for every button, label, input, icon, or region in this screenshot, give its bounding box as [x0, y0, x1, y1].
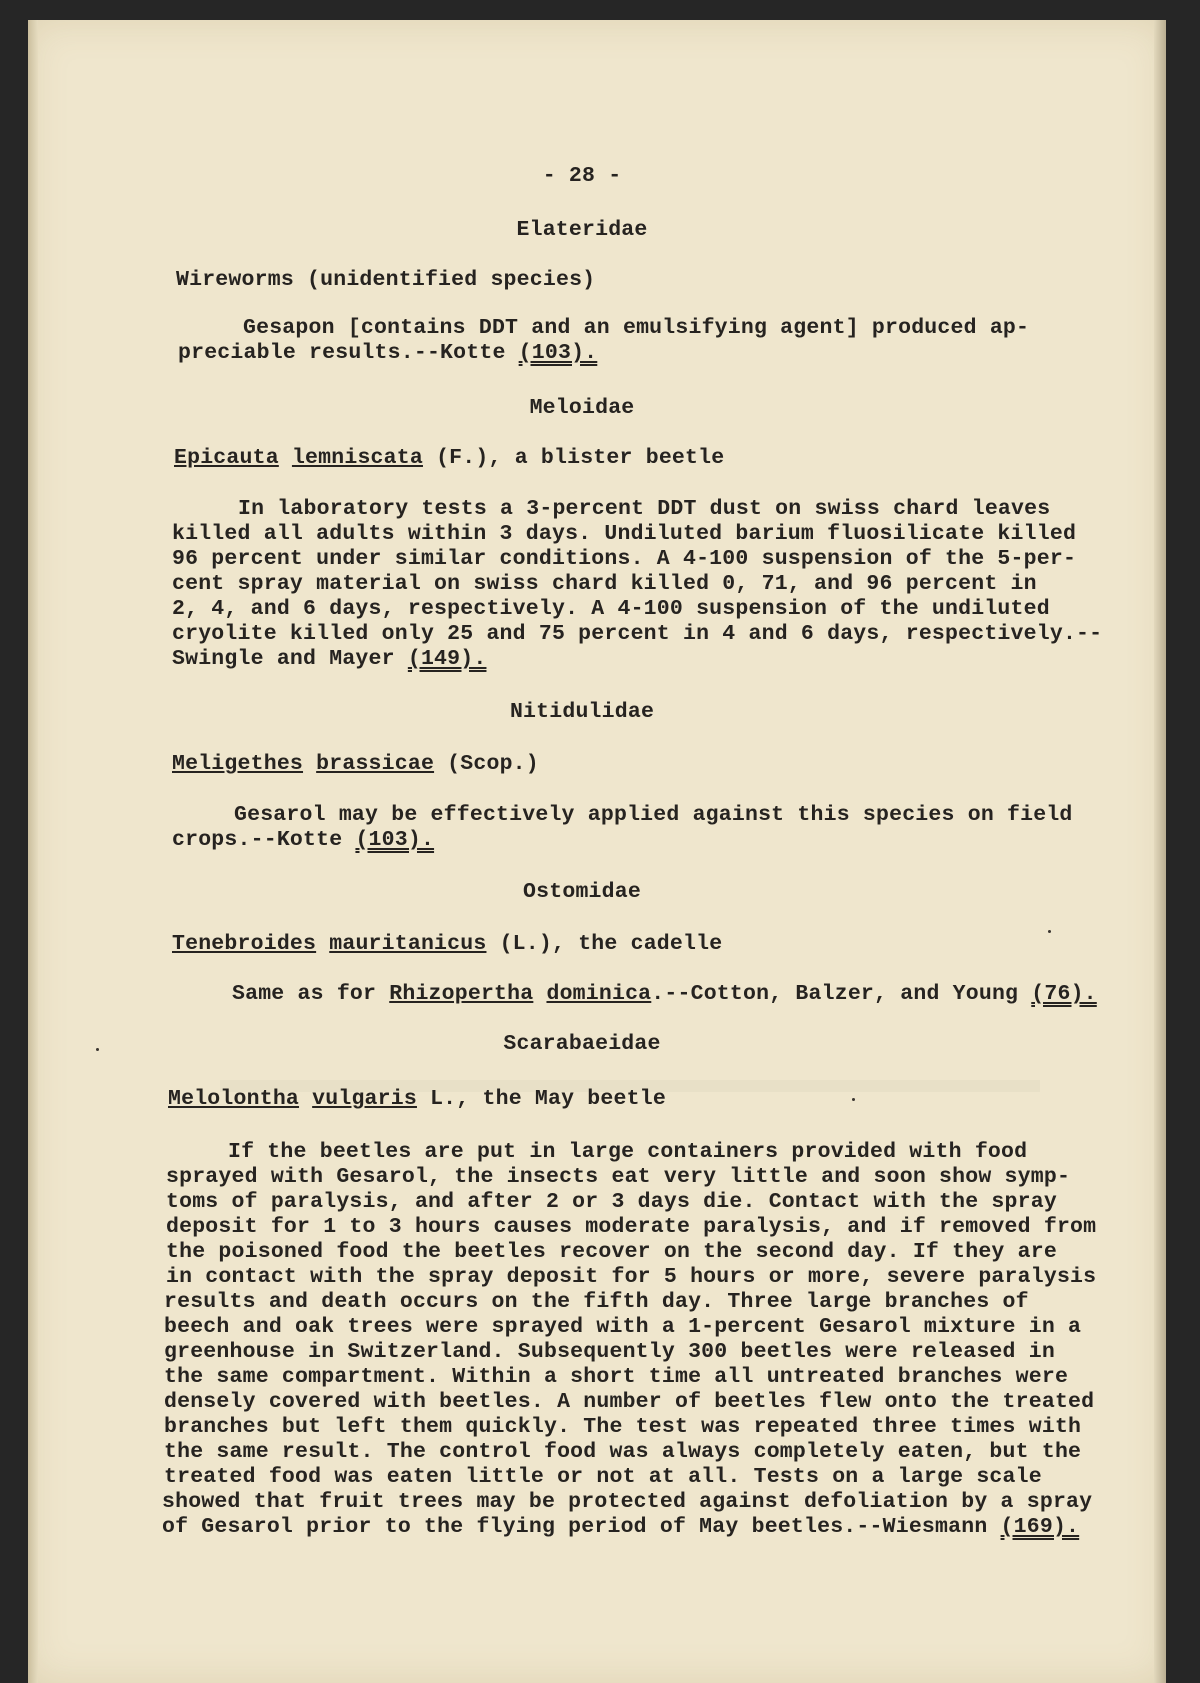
paragraph-line: [172, 828, 434, 853]
paragraph-line: 2, 4, and 6 days, respectively. A 4-100 suspension of the undiluted: [172, 597, 1050, 621]
family-heading-ostomidae: Ostomidae: [523, 880, 641, 904]
paragraph-line: deposit for 1 to 3 hours causes moderate paralysis, and if removed from: [166, 1215, 1097, 1239]
paragraph-line: densely covered with beetles. A number of beetles flew onto the treated: [164, 1390, 1095, 1414]
reference-citation: (103).: [355, 828, 435, 852]
paragraph-line: Gesapon [contains DDT and an emulsifying agent] produced ap-: [243, 316, 1030, 340]
species-name: mauritanicus: [329, 932, 487, 956]
paragraph-line: [232, 982, 1097, 1007]
family-heading-scarabaeidae: Scarabaeidae: [503, 1032, 661, 1056]
paragraph-line: the same compartment. Within a short time all untreated branches were: [164, 1365, 1069, 1389]
paragraph-line: treated food was eaten little or not at all. Tests on a large scale: [164, 1465, 1042, 1489]
paragraph-text: preciable results.--Kotte: [178, 341, 519, 365]
paragraph-line: toms of paralysis, and after 2 or 3 days die. Contact with the spray: [166, 1190, 1057, 1214]
paper-speck: [1048, 930, 1051, 933]
paragraph-line: the poisoned food the beetles recover on the second day. If they are: [166, 1240, 1057, 1264]
species-name: vulgaris: [312, 1087, 417, 1111]
paragraph-line: results and death occurs on the fifth day. Three large branches of: [164, 1290, 1029, 1314]
genus-name: Rhizopertha: [389, 982, 534, 1006]
paragraph-text: .--Cotton, Balzer, and Young: [651, 982, 1032, 1006]
paragraph-line: showed that fruit trees may be protected against defoliation by a spray: [162, 1490, 1093, 1514]
paragraph-line: [162, 1515, 1079, 1540]
family-heading-meloidae: Meloidae: [529, 396, 635, 420]
paragraph-line: beech and oak trees were sprayed with a 1-percent Gesarol mixture in a: [164, 1315, 1082, 1339]
paper-speck: [96, 1048, 99, 1051]
species-author: (L.), the cadelle: [499, 932, 723, 956]
paragraph-line: [178, 341, 597, 366]
page-number: - 28 -: [542, 164, 622, 188]
species-heading-meligethes: [172, 752, 539, 777]
reference-citation: (76).: [1031, 982, 1097, 1006]
paper-speck: [852, 1098, 855, 1101]
paragraph-line: sprayed with Gesarol, the insects eat very little and soon show symp-: [166, 1165, 1071, 1189]
species-author: (Scop.): [447, 752, 539, 776]
page-binding: [28, 20, 38, 1683]
paragraph-text: Swingle and Mayer: [172, 647, 408, 671]
genus-name: Epicauta: [174, 446, 279, 470]
paragraph-line: If the beetles are put in large containers provided with food: [228, 1140, 1028, 1164]
reference-citation: (103).: [518, 341, 598, 365]
paragraph-line: cryolite killed only 25 and 75 percent in 4 and 6 days, respectively.--: [172, 622, 1103, 646]
paragraph-line: 96 percent under similar conditions. A 4-100 suspension of the 5-per-: [172, 547, 1077, 571]
species-heading-epicauta: [174, 446, 724, 471]
species-author: L., the May beetle: [430, 1087, 666, 1111]
paragraph-line: cent spray material on swiss chard killed 0, 71, and 96 percent in: [172, 572, 1037, 596]
paragraph-line: in contact with the spray deposit for 5 hours or more, severe paralysis: [166, 1265, 1097, 1289]
family-heading-nitidulidae: Nitidulidae: [509, 700, 655, 724]
paragraph-text: Same as for: [232, 982, 390, 1006]
reference-citation: (169).: [1000, 1515, 1080, 1539]
species-heading-melolontha: [168, 1087, 666, 1112]
paragraph-line: killed all adults within 3 days. Undiluted barium fluosilicate killed: [172, 522, 1077, 546]
paragraph-line: the same result. The control food was always completely eaten, but the: [164, 1440, 1082, 1464]
paragraph-line: [172, 647, 486, 672]
paragraph-line: branches but left them quickly. The test was repeated three times with: [164, 1415, 1082, 1439]
page-edge: [1154, 20, 1166, 1683]
species-author: (F.), a blister beetle: [436, 446, 725, 470]
genus-name: Meligethes: [172, 752, 304, 776]
paragraph-line: greenhouse in Switzerland. Subsequently 300 beetles were released in: [164, 1340, 1055, 1364]
genus-name: Tenebroides: [172, 932, 317, 956]
species-name: lemniscata: [291, 446, 423, 470]
paragraph-text: crops.--Kotte: [172, 828, 356, 852]
species-name: dominica: [546, 982, 652, 1006]
species-heading-tenebroides: [172, 932, 722, 957]
paragraph-line: Gesarol may be effectively applied against this species on field: [234, 803, 1073, 827]
reference-citation: (149).: [407, 647, 487, 671]
family-heading-elateridae: Elateridae: [516, 218, 648, 242]
species-name: brassicae: [316, 752, 435, 776]
paragraph-line: In laboratory tests a 3-percent DDT dust on swiss chard leaves: [238, 497, 1051, 521]
paragraph-text: of Gesarol prior to the flying period of May beetles.--Wiesmann: [162, 1515, 1001, 1539]
genus-name: Melolontha: [168, 1087, 300, 1111]
species-heading-wireworms: Wireworms (unidentified species): [176, 268, 596, 292]
